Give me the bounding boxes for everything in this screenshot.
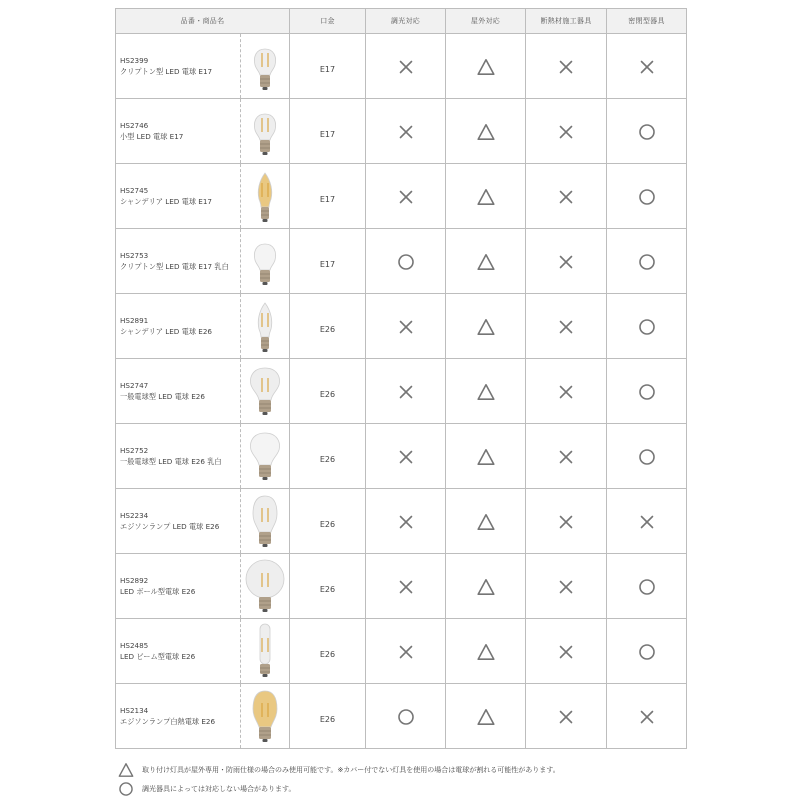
bulb-icon (241, 556, 289, 616)
product-code: HS2891 (120, 316, 149, 325)
base-cell (290, 489, 366, 554)
header-sealed: 密閉型器具 (607, 9, 687, 34)
legend-triangle (118, 762, 560, 778)
cross-icon (397, 513, 415, 531)
product-cell (116, 99, 290, 164)
product-cell (116, 34, 290, 99)
product-name: シャンデリア LED 電球 E26 (120, 327, 212, 336)
base-cell (290, 34, 366, 99)
cross-icon (397, 318, 415, 336)
base-cell (290, 554, 366, 619)
outdoor-cell (446, 619, 526, 684)
outdoor-cell (446, 489, 526, 554)
product-code: HS2399 (120, 56, 149, 65)
bulb-spec-table (115, 8, 687, 749)
header-dimmable: 調光対応 (366, 9, 446, 34)
product-name: クリプトン型 LED 電球 E17 (120, 67, 213, 76)
bulb-icon (241, 101, 289, 161)
product-code: HS2892 (120, 576, 149, 585)
product-code: HS2746 (120, 121, 149, 130)
dimmable-cell (366, 229, 446, 294)
base-cell (290, 619, 366, 684)
product-name: クリプトン型 LED 電球 E17 乳白 (120, 262, 229, 271)
bulb-image (240, 294, 289, 358)
bulb-icon (241, 491, 289, 551)
bulb-icon (241, 426, 289, 486)
circle-icon (638, 253, 656, 271)
product-code: HS2485 (120, 641, 149, 650)
cross-icon (557, 578, 575, 596)
sealed-cell (607, 34, 687, 99)
product-cell (116, 164, 290, 229)
cross-icon (557, 513, 575, 531)
bulb-image (240, 684, 289, 748)
base-cell (290, 359, 366, 424)
insulated-cell (526, 34, 607, 99)
cross-icon (557, 123, 575, 141)
triangle-icon (477, 578, 495, 596)
base-cell (290, 424, 366, 489)
product-code: HS2134 (120, 706, 149, 715)
bulb-icon (241, 231, 289, 291)
bulb-icon (241, 36, 289, 96)
product-code: HS2234 (120, 511, 149, 520)
cross-icon (557, 188, 575, 206)
bulb-icon (241, 166, 289, 226)
product-cell (116, 424, 290, 489)
legend-circle-text: 調光器具によっては対応しない場合があります。 (142, 785, 296, 793)
base-cell (290, 229, 366, 294)
sealed-cell (607, 164, 687, 229)
triangle-icon (477, 253, 495, 271)
cross-icon (397, 578, 415, 596)
header-insulated: 断熱材施工器具 (526, 9, 607, 34)
sealed-cell (607, 684, 687, 749)
cross-icon (557, 708, 575, 726)
sealed-cell (607, 424, 687, 489)
product-name: シャンデリア LED 電球 E17 (120, 197, 212, 206)
triangle-icon (477, 643, 495, 661)
table-header (116, 9, 687, 34)
product-cell (116, 619, 290, 684)
dimmable-cell (366, 359, 446, 424)
bulb-icon (241, 296, 289, 356)
bulb-image (240, 424, 289, 488)
sealed-cell (607, 554, 687, 619)
base-cell (290, 164, 366, 229)
product-code: HS2745 (120, 186, 149, 195)
cross-icon (397, 448, 415, 466)
sealed-cell (607, 294, 687, 359)
circle-icon (638, 188, 656, 206)
header-product: 品番・商品名 (116, 9, 290, 34)
cross-icon (638, 513, 656, 531)
base-value: E26 (319, 519, 336, 529)
sealed-cell (607, 359, 687, 424)
cross-icon (557, 318, 575, 336)
outdoor-cell (446, 684, 526, 749)
triangle-icon (477, 123, 495, 141)
insulated-cell (526, 489, 607, 554)
circle-icon (397, 708, 415, 726)
dimmable-cell (366, 619, 446, 684)
cross-icon (397, 383, 415, 401)
legend-circle (118, 781, 295, 797)
product-code: HS2753 (120, 251, 149, 260)
triangle-icon (477, 383, 495, 401)
product-name: 一般電球型 LED 電球 E26 乳白 (120, 457, 222, 466)
table-row (116, 424, 687, 489)
bulb-image (240, 359, 289, 423)
outdoor-cell (446, 229, 526, 294)
base-value: E17 (319, 64, 336, 74)
base-value: E26 (319, 649, 336, 659)
product-name: エジソンランプ LED 電球 E26 (120, 522, 220, 531)
header-outdoor: 屋外対応 (446, 9, 526, 34)
dimmable-cell (366, 424, 446, 489)
outdoor-cell (446, 164, 526, 229)
table-row (116, 359, 687, 424)
bulb-icon (241, 686, 289, 746)
product-cell (116, 294, 290, 359)
cross-icon (397, 188, 415, 206)
table-row (116, 229, 687, 294)
insulated-cell (526, 229, 607, 294)
cross-icon (557, 448, 575, 466)
cross-icon (557, 383, 575, 401)
outdoor-cell (446, 294, 526, 359)
circle-icon (397, 253, 415, 271)
bulb-icon (241, 621, 289, 681)
base-value: E26 (319, 324, 336, 334)
base-cell (290, 684, 366, 749)
cross-icon (397, 643, 415, 661)
table-row (116, 619, 687, 684)
table-row (116, 554, 687, 619)
cross-icon (638, 708, 656, 726)
triangle-icon (477, 448, 495, 466)
bulb-image (240, 164, 289, 228)
table-body (116, 34, 687, 749)
bulb-image (240, 619, 289, 683)
bulb-image (240, 34, 289, 98)
product-name: LED ビーム型電球 E26 (120, 652, 196, 661)
sealed-cell (607, 489, 687, 554)
bulb-icon (241, 361, 289, 421)
triangle-icon (477, 708, 495, 726)
circle-icon (638, 123, 656, 141)
triangle-icon (477, 188, 495, 206)
cross-icon (397, 58, 415, 76)
outdoor-cell (446, 424, 526, 489)
product-code: HS2752 (120, 446, 149, 455)
circle-icon (118, 781, 134, 797)
product-name: LED ボール型電球 E26 (120, 587, 196, 596)
base-value: E17 (319, 129, 336, 139)
product-cell (116, 229, 290, 294)
circle-icon (638, 383, 656, 401)
table-row (116, 99, 687, 164)
product-cell (116, 489, 290, 554)
insulated-cell (526, 99, 607, 164)
dimmable-cell (366, 294, 446, 359)
outdoor-cell (446, 554, 526, 619)
circle-icon (638, 578, 656, 596)
dimmable-cell (366, 34, 446, 99)
outdoor-cell (446, 99, 526, 164)
base-cell (290, 99, 366, 164)
insulated-cell (526, 164, 607, 229)
legend-triangle-text: 取り付け灯具が屋外専用・防雨仕様の場合のみ使用可能です。※カバー付でない灯具を使用の場合は電球が割れる可能性があります。 (142, 766, 560, 774)
base-value: E26 (319, 584, 336, 594)
base-value: E26 (319, 454, 336, 464)
triangle-icon (477, 318, 495, 336)
triangle-icon (477, 58, 495, 76)
spec-table-wrapper (115, 8, 686, 749)
cross-icon (557, 58, 575, 76)
base-value: E26 (319, 389, 336, 399)
bulb-image (240, 229, 289, 293)
product-name: 小型 LED 電球 E17 (120, 132, 184, 141)
insulated-cell (526, 359, 607, 424)
insulated-cell (526, 294, 607, 359)
product-cell (116, 554, 290, 619)
insulated-cell (526, 554, 607, 619)
insulated-cell (526, 684, 607, 749)
base-cell (290, 294, 366, 359)
dimmable-cell (366, 684, 446, 749)
base-value: E17 (319, 259, 336, 269)
product-name: 一般電球型 LED 電球 E26 (120, 392, 205, 401)
triangle-icon (118, 762, 134, 778)
outdoor-cell (446, 359, 526, 424)
product-cell (116, 359, 290, 424)
insulated-cell (526, 619, 607, 684)
dimmable-cell (366, 99, 446, 164)
base-value: E26 (319, 714, 336, 724)
sealed-cell (607, 229, 687, 294)
cross-icon (397, 123, 415, 141)
cross-icon (557, 253, 575, 271)
product-code: HS2747 (120, 381, 149, 390)
cross-icon (557, 643, 575, 661)
outdoor-cell (446, 34, 526, 99)
circle-icon (638, 643, 656, 661)
triangle-icon (477, 513, 495, 531)
sealed-cell (607, 619, 687, 684)
dimmable-cell (366, 554, 446, 619)
table-row (116, 294, 687, 359)
product-name: エジソンランプ白熱電球 E26 (120, 717, 216, 726)
table-row (116, 34, 687, 99)
bulb-image (240, 489, 289, 553)
dimmable-cell (366, 164, 446, 229)
bulb-image (240, 554, 289, 618)
insulated-cell (526, 424, 607, 489)
table-row (116, 489, 687, 554)
sealed-cell (607, 99, 687, 164)
header-base: 口金 (290, 9, 366, 34)
circle-icon (638, 448, 656, 466)
cross-icon (638, 58, 656, 76)
table-row (116, 684, 687, 749)
base-value: E17 (319, 194, 336, 204)
dimmable-cell (366, 489, 446, 554)
product-cell (116, 684, 290, 749)
circle-icon (638, 318, 656, 336)
bulb-image (240, 99, 289, 163)
table-row (116, 164, 687, 229)
